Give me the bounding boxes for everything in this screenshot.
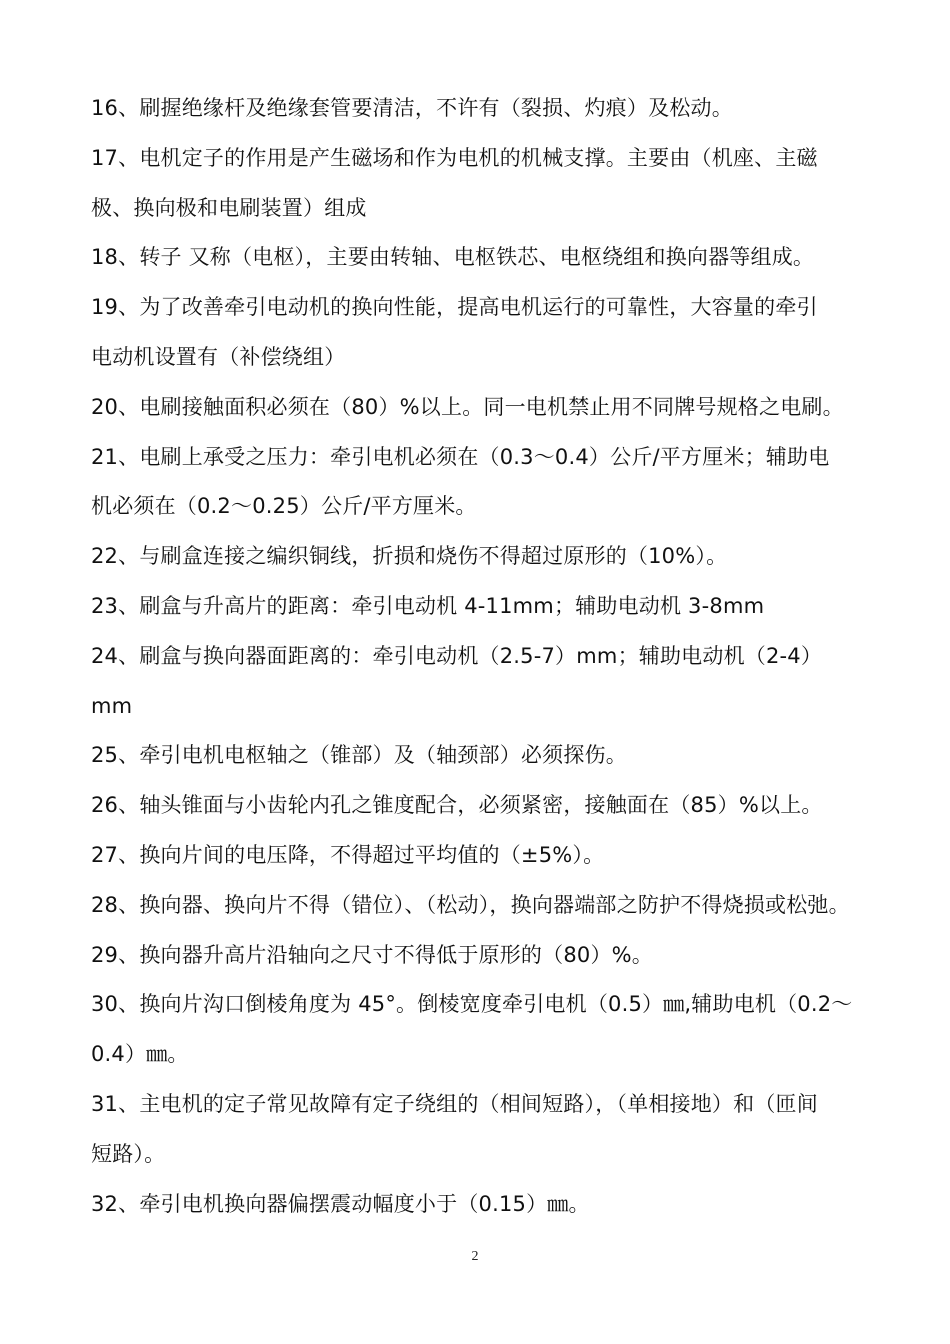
text-line: 短路）。 [91, 1141, 166, 1166]
text-line: 25、牵引电机电枢轴之（锥部）及（轴颈部）必须探伤。 [91, 743, 627, 768]
text-line: 0.4）㎜。 [91, 1042, 189, 1067]
text-line: 26、轴头锥面与小齿轮内孔之锥度配合，必须紧密，接触面在（85）%以上。 [91, 793, 823, 818]
text-line: 21、电刷上承受之压力：牵引电机必须在（0.3～0.4）公斤/平方厘米；辅助电 [91, 444, 830, 469]
page-number: 2 [471, 1249, 479, 1264]
text-line: 17、电机定子的作用是产生磁场和作为电机的机械支撑。主要由（机座、主磁 [91, 145, 818, 170]
text-line: 极、换向极和电刷装置）组成 [91, 195, 367, 220]
text-line: 18、转子 又称（电枢），主要由转轴、电枢铁芯、电枢绕组和换向器等组成。 [91, 245, 815, 270]
text-line: 32、牵引电机换向器偏摆震动幅度小于（0.15）㎜。 [91, 1191, 590, 1216]
text-line: 19、为了改善牵引电动机的换向性能，提高电机运行的可靠性，大容量的牵引 [91, 295, 818, 320]
text-line: 机必须在（0.2～0.25）公斤/平方厘米。 [91, 494, 477, 519]
text-line: 30、换向片沟口倒棱角度为 45°。倒棱宽度牵引电机（0.5）㎜,辅助电机（0.2～ [91, 992, 853, 1017]
text-line: 31、主电机的定子常见故障有定子绕组的（相间短路），（单相接地）和（匝间 [91, 1091, 818, 1116]
text-line: 电动机设置有（补偿绕组） [91, 344, 346, 369]
text-line: 27、换向片间的电压降，不得超过平均值的（±5%）。 [91, 842, 605, 867]
text-body [91, 84, 871, 1229]
text-line: 20、电刷接触面积必须在（80）%以上。同一电机禁止用不同牌号规格之电刷。 [91, 394, 844, 419]
text-line: 23、刷盒与升高片的距离：牵引电动机 4-11mm；辅助电动机 3-8mm [91, 593, 765, 618]
text-line: 22、与刷盒连接之编织铜线，折损和烧伤不得超过原形的（10%）。 [91, 544, 728, 569]
text-line: 29、换向器升高片沿轴向之尺寸不得低于原形的（80）%。 [91, 942, 653, 967]
text-line: 28、换向器、换向片不得（错位）、（松动），换向器端部之防护不得烧损或松弛。 [91, 892, 850, 917]
text-line: mm [91, 693, 133, 718]
text-line: 16、刷握绝缘杆及绝缘套管要清洁，不许有（裂损、灼痕）及松动。 [91, 96, 733, 120]
text-line: 24、刷盒与换向器面距离的：牵引电动机（2.5-7）mm；辅助电动机（2-4） [91, 643, 823, 668]
